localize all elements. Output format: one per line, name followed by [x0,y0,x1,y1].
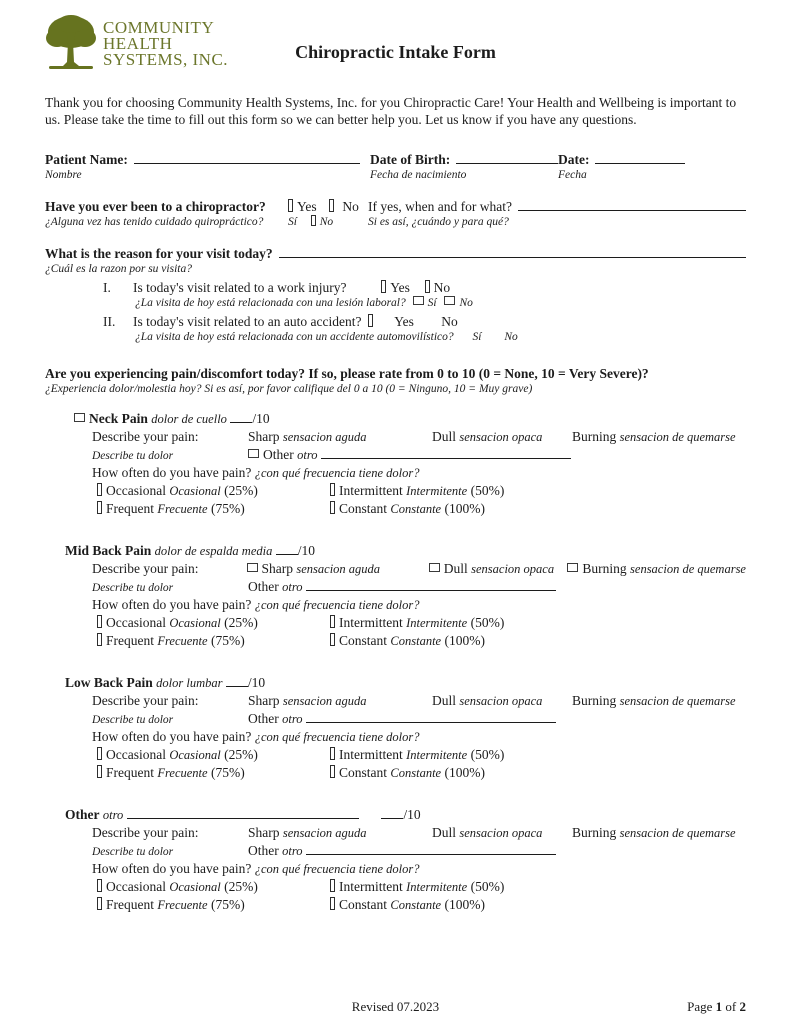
intermittent-label-es: Intermitente [406,748,468,762]
occasional-label-es: Ocasional [169,616,221,630]
reason-item-1-numeral: I. [103,280,111,295]
low-intermittent-checkbox[interactable] [330,747,335,760]
low-back-pain-title: Low Back Pain [65,675,153,690]
neck-constant-checkbox[interactable] [330,501,335,514]
low-other-field[interactable] [306,710,556,723]
low-back-pain-title-es: dolor lumbar [156,676,223,690]
occasional-label: Occasional [106,879,166,894]
frequent-pct: (75%) [210,633,245,648]
burning-label: Burning [572,825,617,840]
burning-label: Burning [572,429,617,444]
reason-question: What is the reason for your visit today? [45,246,273,261]
work-injury-yes-label-es: Sí [427,297,437,309]
work-injury-yes-label: Yes [390,280,410,295]
auto-accident-yes-label-es: Sí [472,331,482,343]
frequent-label-es: Frecuente [157,502,208,516]
burning-label-es: sensacion de quemarse [630,562,746,576]
date-sublabel: Fecha [558,169,587,181]
other-occasional-checkbox[interactable] [97,879,102,892]
dull-label-es: sensacion opaca [459,430,543,444]
pain-question: Are you experiencing pain/discomfort today? If so, please rate from 0 to 10 (0 = None, 10 = Very Severe)? [45,366,649,381]
neck-intermittent-checkbox[interactable] [330,483,335,496]
work-injury-no-label: No [433,280,451,295]
neck-pain-title: Neck Pain [89,411,148,426]
constant-pct: (100%) [444,765,485,780]
mid-back-pain-title-es: dolor de espalda media [154,544,273,558]
freq-question-es: ¿con qué frecuencia tiene dolor? [254,862,420,876]
other-label: Other [248,579,279,594]
sharp-label: Sharp [248,693,280,708]
neck-other-field[interactable] [321,446,571,459]
intermittent-label-es: Intermitente [406,616,468,630]
frequent-label: Frequent [106,501,154,516]
company-name-line1: COMMUNITY [103,18,215,37]
intermittent-label: Intermittent [339,879,403,894]
mid-back-rating-field[interactable] [276,542,298,555]
sharp-label: Sharp [248,825,280,840]
other-label-es: otro [282,712,303,726]
freq-question: How often do you have pain? [92,597,252,612]
constant-pct: (100%) [444,501,485,516]
company-name-line2: HEALTH [103,34,173,53]
auto-accident-no-label-es: No [504,331,518,343]
dull-label-es: sensacion opaca [459,694,543,708]
describe-pain-label-es: Describe tu dolor [92,450,174,462]
dob-label: Date of Birth: [370,152,451,167]
intermittent-pct: (50%) [470,615,505,630]
reason-question-es: ¿Cuál es la razon por su visita? [45,263,192,275]
dull-label-es: sensacion opaca [471,562,555,576]
constant-label: Constant [339,501,388,516]
of-word: of [725,999,737,1014]
occasional-pct: (25%) [224,879,258,894]
other-frequent-checkbox[interactable] [97,897,102,910]
describe-pain-label: Describe your pain: [92,825,199,840]
patient-name-sublabel: Nombre [45,169,82,181]
burning-label-es: sensacion de quemarse [619,694,736,708]
intermittent-pct: (50%) [470,747,505,762]
company-name-line3: SYSTEMS, INC. [103,50,229,69]
constant-label: Constant [339,897,388,912]
section-neck-pain [45,410,746,518]
auto-accident-yes-checkbox[interactable] [368,314,373,327]
neck-frequent-checkbox[interactable] [97,501,102,514]
page-total: 2 [739,999,746,1014]
pain-intro-block [45,365,746,397]
neck-occasional-checkbox[interactable] [97,483,102,496]
chiro-no-label-es: No [319,216,334,228]
freq-question: How often do you have pain? [92,729,252,744]
occasional-pct: (25%) [224,483,258,498]
describe-pain-label: Describe your pain: [92,561,199,576]
occasional-pct: (25%) [224,615,258,630]
low-back-rating-suffix: /10 [247,675,266,690]
chiropractor-question: Have you ever been to a chiropractor? [45,199,266,214]
neck-pain-rating-suffix: /10 [252,411,270,426]
pain-question-es: ¿Experiencia dolor/molestia hoy? Si es así, por favor califique del 0 a 10 (0 = Ninguno, 10 = Muy grave) [45,383,533,395]
other-constant-checkbox[interactable] [330,897,335,910]
describe-pain-label-es: Describe tu dolor [92,714,174,726]
reason-block [45,245,746,345]
dob-sublabel: Fecha de nacimiento [370,169,467,181]
reason-item-1-es [45,296,746,311]
reason-item-2-question-es: ¿La visita de hoy está relacionada con un accidente automovilístico? [135,331,454,343]
work-injury-yes-checkbox-es[interactable] [413,296,424,305]
frequent-label: Frequent [106,765,154,780]
constant-pct: (100%) [444,633,485,648]
intermittent-label: Intermittent [339,483,403,498]
intermittent-label: Intermittent [339,747,403,762]
freq-question-es: ¿con qué frecuencia tiene dolor? [254,730,420,744]
frequent-label: Frequent [106,633,154,648]
constant-label-es: Constante [390,634,442,648]
mid-constant-checkbox[interactable] [330,633,335,646]
chiropractor-question-es: ¿Alguna vez has tenido cuidado quiropráctico? [45,216,264,228]
chiro-followup-field[interactable] [518,198,746,211]
mid-frequent-checkbox[interactable] [97,633,102,646]
dull-label: Dull [432,429,457,444]
other-label-es: otro [282,844,303,858]
other-other-field[interactable] [306,842,556,855]
other-label-es: otro [297,448,318,462]
constant-label: Constant [339,765,388,780]
freq-question: How often do you have pain? [92,861,252,876]
mid-back-rating-suffix: /10 [297,543,315,558]
other-label-es: otro [282,580,303,594]
chiro-followup-label-es: Si es así, ¿cuándo y para qué? [368,216,509,228]
intermittent-label-es: Intermitente [406,880,468,894]
occasional-label: Occasional [106,483,166,498]
other-pain-rating-suffix: /10 [403,807,421,822]
mid-sharp-checkbox[interactable] [247,563,258,572]
patient-name-field[interactable] [134,151,360,164]
neck-other-checkbox[interactable] [248,449,259,458]
freq-question-es: ¿con qué frecuencia tiene dolor? [254,598,420,612]
other-pain-title: Other [65,807,100,822]
frequent-label-es: Frecuente [157,766,208,780]
mid-intermittent-checkbox[interactable] [330,615,335,628]
work-injury-no-checkbox[interactable] [425,280,430,293]
intermittent-pct: (50%) [470,483,505,498]
constant-label: Constant [339,633,388,648]
page-indicator [687,998,746,1015]
neck-pain-title-es: dolor de cuello [151,412,227,426]
low-constant-checkbox[interactable] [330,765,335,778]
sharp-label-es: sensacion aguda [282,430,367,444]
mid-occasional-checkbox[interactable] [97,615,102,628]
freq-question: How often do you have pain? [92,465,252,480]
other-label: Other [248,843,279,858]
other-pain-title-es: otro [102,808,124,822]
dull-label: Dull [432,693,457,708]
dull-label: Dull [432,825,457,840]
other-intermittent-checkbox[interactable] [330,879,335,892]
constant-label-es: Constante [390,766,442,780]
sharp-label-es: sensacion aguda [296,562,381,576]
other-label: Other [263,447,294,462]
section-mid-back-pain [45,542,746,650]
freq-question-es: ¿con qué frecuencia tiene dolor? [254,466,420,480]
other-label: Other [248,711,279,726]
chiro-yes-label-es: Sí [288,216,297,228]
reason-item-1 [45,279,746,296]
section-low-back-pain [45,674,746,782]
chiro-no-checkbox-es[interactable] [311,215,316,226]
frequent-pct: (75%) [210,765,245,780]
low-occasional-checkbox[interactable] [97,747,102,760]
frequent-label-es: Frecuente [157,898,208,912]
neck-pain-rating-field[interactable] [230,410,252,423]
intro-paragraph: Thank you for choosing Community Health Systems, Inc. for you Chiropractic Care! Your Health and Wellbeing is important to us. Please take the time to fill out this form so we can better help you. Let us know if you have any questions. [45,95,737,127]
dull-label: Dull [443,561,468,576]
patient-info-block [45,151,746,183]
constant-label-es: Constante [390,898,442,912]
date-field[interactable] [595,151,685,164]
sharp-label: Sharp [261,561,293,576]
sharp-label-es: sensacion aguda [282,826,367,840]
work-injury-yes-checkbox[interactable] [381,280,386,293]
reason-item-2 [45,313,746,330]
page-title: Chiropractic Intake Form [295,42,496,62]
mid-burning-checkbox[interactable] [567,563,578,572]
burning-label-es: sensacion de quemarse [619,826,736,840]
occasional-label-es: Ocasional [169,748,221,762]
burning-label: Burning [582,561,627,576]
chiro-followup-label: If yes, when and for what? [368,199,512,214]
describe-pain-label: Describe your pain: [92,429,199,444]
reason-item-2-numeral: II. [103,314,116,329]
chiro-no-checkbox[interactable] [329,199,334,212]
constant-pct: (100%) [444,897,485,912]
header [45,12,746,78]
mid-other-field[interactable] [306,578,556,591]
describe-pain-label-es: Describe tu dolor [92,846,174,858]
burning-label: Burning [572,693,617,708]
intermittent-label-es: Intermitente [406,484,468,498]
constant-label-es: Constante [390,502,442,516]
burning-label-es: sensacion de quemarse [619,430,736,444]
frequent-label: Frequent [106,897,154,912]
frequent-pct: (75%) [210,501,245,516]
mid-dull-checkbox[interactable] [429,563,440,572]
reason-item-1-question: Is today's visit related to a work injury? [133,280,347,295]
section-other-pain [45,806,746,914]
revised-date: Revised 07.2023 [351,999,440,1014]
patient-name-label: Patient Name: [45,152,128,167]
occasional-label-es: Ocasional [169,880,221,894]
reason-field[interactable] [279,245,746,258]
intermittent-label: Intermittent [339,615,403,630]
auto-accident-yes-label: Yes [394,314,414,329]
other-pain-name-field[interactable] [127,806,359,819]
work-injury-no-checkbox-es[interactable] [444,296,455,305]
occasional-pct: (25%) [224,747,258,762]
chiro-no-label: No [342,199,359,214]
other-pain-rating-field[interactable] [381,806,403,819]
dull-label-es: sensacion opaca [459,826,543,840]
sharp-label-es: sensacion aguda [282,694,367,708]
chiro-yes-checkbox[interactable] [288,199,293,212]
occasional-label: Occasional [106,615,166,630]
mid-back-pain-title: Mid Back Pain [65,543,152,558]
auto-accident-no-label: No [441,314,458,329]
neck-pain-checkbox[interactable] [74,413,85,422]
reason-item-2-es [45,330,746,345]
frequent-label-es: Frecuente [157,634,208,648]
dob-field[interactable] [456,151,558,164]
frequent-pct: (75%) [210,897,245,912]
occasional-label: Occasional [106,747,166,762]
sharp-label: Sharp [248,429,280,444]
date-label: Date: [558,152,590,167]
work-injury-no-label-es: No [459,297,473,309]
reason-item-1-question-es: ¿La visita de hoy está relacionada con una lesión laboral? [135,297,406,309]
intermittent-pct: (50%) [470,879,505,894]
low-frequent-checkbox[interactable] [97,765,102,778]
reason-item-2-question: Is today's visit related to an auto accident? [133,314,362,329]
chiro-yes-label: Yes [297,199,317,214]
chiropractor-question-block [45,198,746,230]
describe-pain-label: Describe your pain: [92,693,199,708]
page-word: Page [687,999,713,1014]
describe-pain-label-es: Describe tu dolor [92,582,174,594]
page-number: 1 [715,999,723,1014]
low-back-rating-field[interactable] [226,674,248,687]
occasional-label-es: Ocasional [169,484,221,498]
